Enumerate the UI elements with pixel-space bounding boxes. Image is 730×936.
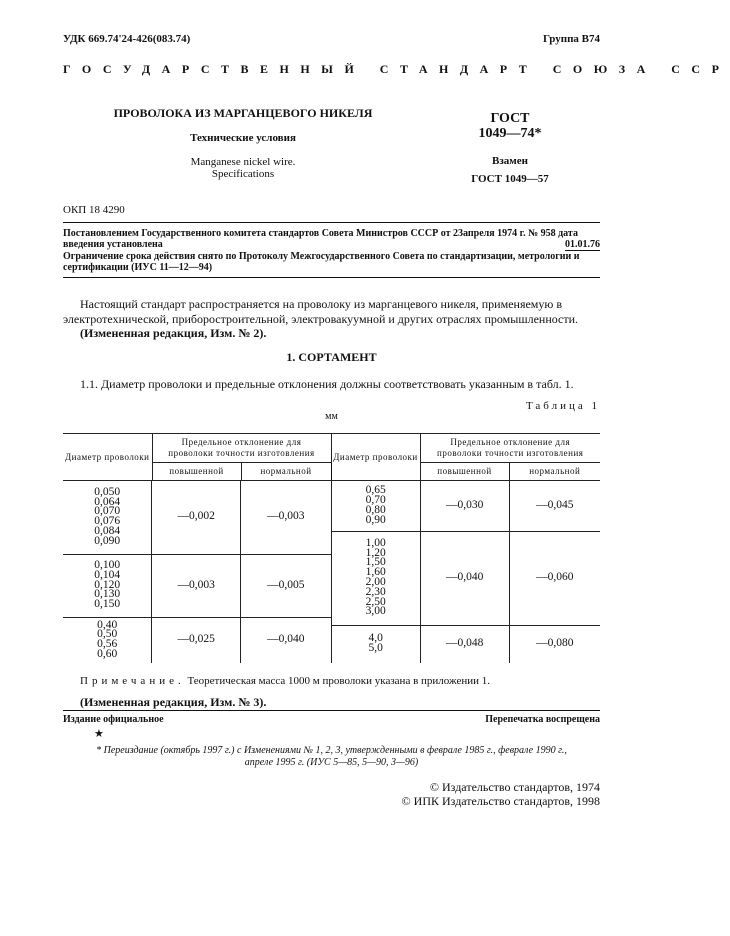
document-title: ПРОВОЛОКА ИЗ МАРГАНЦЕВОГО НИКЕЛЯ bbox=[113, 106, 373, 120]
divider bbox=[63, 222, 600, 223]
copyright-1998: © ИПК Издательство стандартов, 1998 bbox=[401, 794, 600, 808]
effective-date: 01.01.76 bbox=[565, 239, 600, 250]
standard-banner: ГОСУДАРСТВЕННЫЙ СТАНДАРТ СОЮЗА ССР bbox=[63, 62, 730, 76]
deviation-normal-6: —0,080 bbox=[509, 625, 600, 663]
decree-line2: введения установлена bbox=[63, 239, 163, 250]
decree-line3: Ограничение срока действия снято по Протоколу Межгосударственного Совета по стандартизации, метрологии и bbox=[63, 251, 580, 262]
copyright-1974: © Издательство стандартов, 1974 bbox=[429, 780, 600, 794]
deviation-high-1: —0,002 bbox=[152, 481, 241, 554]
diameters-group-3: 0,40 0,50 0,56 0,60 bbox=[63, 617, 152, 663]
diameters-group-1: 0,050 0,064 0,070 0,076 0,084 0,090 bbox=[63, 481, 152, 554]
diameter-table bbox=[63, 433, 600, 663]
deviation-normal-5: —0,060 bbox=[509, 531, 600, 625]
english-title-line2: Specifications bbox=[211, 168, 275, 180]
header-normal-left: нормальной bbox=[241, 463, 331, 481]
reissue-line1: * Переиздание (октябрь 1997 г.) с Изменениями № 1, 2, 3, утвержденными в феврале 1985 г., феврале 1990 г., bbox=[96, 745, 567, 756]
divider bbox=[63, 710, 600, 711]
table-note bbox=[80, 675, 490, 687]
intro-line2: электротехнической, приборостроительной, электровакуумной и других отраслях промышленности. bbox=[63, 312, 579, 326]
note-text: Теоретическая масса 1000 м проволоки указана в приложении 1. bbox=[187, 675, 491, 687]
header-deviation-left: Предельное отклонение для проволоки точности изготовления bbox=[152, 434, 331, 463]
deviation-high-3: —0,025 bbox=[152, 617, 241, 663]
header-high-left: повышенной bbox=[152, 463, 241, 481]
deviation-normal-2: —0,005 bbox=[241, 554, 331, 617]
group-code: Группа В74 bbox=[542, 33, 600, 45]
udk-code: УДК 669.74'24-426(083.74) bbox=[63, 33, 191, 45]
deviation-normal-1: —0,003 bbox=[241, 481, 331, 554]
decree-line1: Постановлением Государственного комитета стандартов Совета Министров СССР от 23апреля 1974 г. № 958 дата bbox=[63, 228, 578, 239]
deviation-normal-4: —0,045 bbox=[509, 481, 600, 531]
header-diameter-left: Диаметр проволоки bbox=[63, 434, 152, 481]
reissue-line2: апреле 1995 г. (ИУС 5—85, 5—90, 3—96) bbox=[244, 757, 419, 768]
deviation-high-4: —0,030 bbox=[420, 481, 509, 531]
deviation-high-2: —0,003 bbox=[152, 554, 241, 617]
okp-code: ОКП 18 4290 bbox=[63, 204, 125, 216]
table-unit: мм bbox=[325, 411, 338, 422]
gost-number: 1049—74* bbox=[478, 126, 542, 141]
star-icon: ★ bbox=[94, 728, 104, 740]
amendment-note-2: (Измененная редакция, Изм. № 2). bbox=[80, 326, 267, 340]
header-high-right: повышенной bbox=[420, 463, 509, 481]
deviation-normal-3: —0,040 bbox=[241, 617, 331, 663]
deviation-high-5: —0,040 bbox=[420, 531, 509, 625]
english-title-line1: Manganese nickel wire. bbox=[190, 156, 296, 168]
header-diameter-right: Диаметр проволоки bbox=[331, 434, 420, 481]
clause-1-1: 1.1. Диаметр проволоки и предельные отклонения должны соответствовать указанным в табл. 1. bbox=[80, 377, 574, 391]
header-deviation-right: Предельное отклонение для проволоки точности изготовления bbox=[420, 434, 600, 463]
section-heading: 1. СОРТАМЕНТ bbox=[286, 350, 377, 364]
divider bbox=[63, 277, 600, 278]
diameters-group-2: 0,100 0,104 0,120 0,130 0,150 bbox=[63, 554, 152, 617]
intro-line1: Настоящий стандарт распространяется на проволоку из марганцевого никеля, применяемую в bbox=[80, 297, 563, 311]
diameters-group-5: 1,00 1,20 1,50 1,60 2,00 2,30 2,50 3,00 bbox=[332, 531, 421, 625]
amendment-note-3: (Измененная редакция, Изм. № 3). bbox=[80, 695, 267, 709]
decree-line4: сертификации (ИУС 11—12—94) bbox=[63, 262, 213, 273]
document-subtitle: Технические условия bbox=[190, 132, 296, 144]
note-label: Примечание. bbox=[80, 675, 185, 687]
table-caption: Таблица 1 bbox=[525, 400, 600, 412]
gost-label: ГОСТ bbox=[490, 111, 530, 126]
official-edition: Издание официальное bbox=[63, 714, 164, 725]
replaces-label: Взамен bbox=[492, 155, 528, 167]
deviation-high-6: —0,048 bbox=[420, 625, 509, 663]
reprint-prohibited: Перепечатка воспрещена bbox=[485, 714, 600, 725]
diameters-group-4: 0,65 0,70 0,80 0,90 bbox=[332, 481, 421, 531]
replaces-value: ГОСТ 1049—57 bbox=[471, 173, 549, 185]
header-normal-right: нормальной bbox=[509, 463, 600, 481]
diameters-group-6: 4,0 5,0 bbox=[332, 625, 421, 663]
